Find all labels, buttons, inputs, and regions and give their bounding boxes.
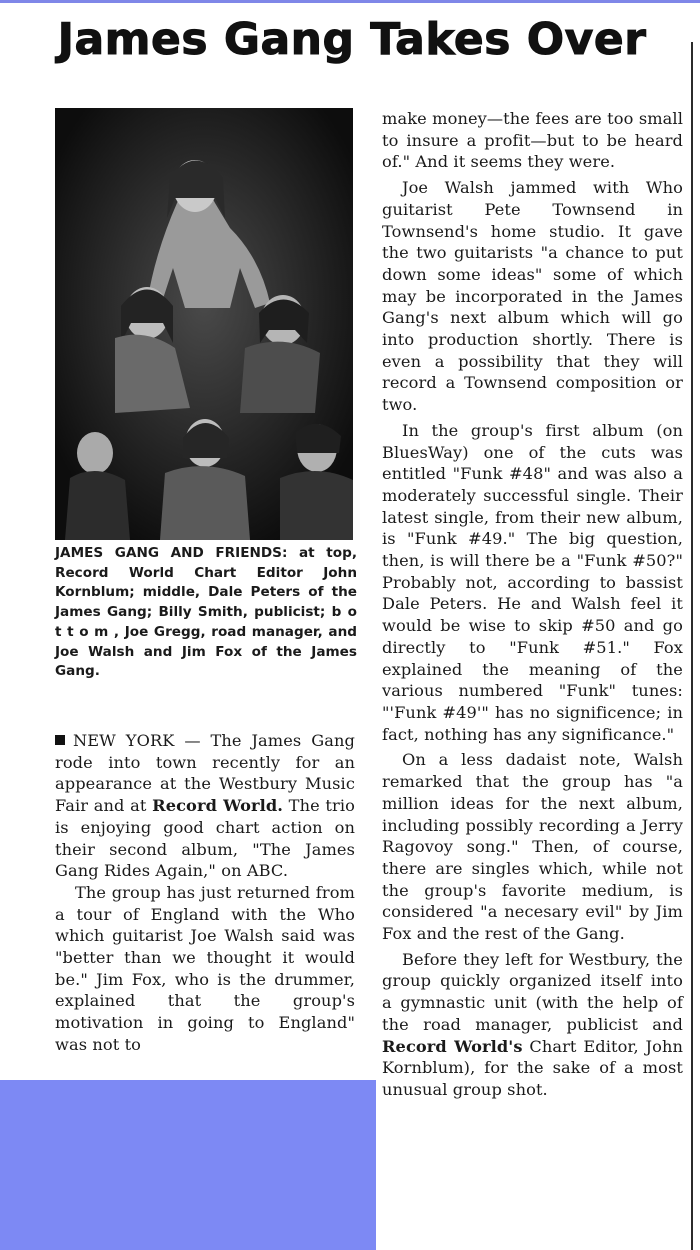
article-column-right xyxy=(382,108,683,1105)
column-rule xyxy=(691,42,693,1250)
article-paragraph-1 xyxy=(55,730,355,882)
article-paragraph-2-continued: make money—the fees are too small to insure a profit—but to be heard of." And it seems they were. xyxy=(382,109,683,172)
top-rule xyxy=(0,0,700,3)
dateline: NEW YORK xyxy=(73,731,175,750)
caption-text: at top, Record World Chart Editor John Kornblum; middle, Dale Peters of the James Gang; Billy Smith, publicist; b o t t o m , Joe Gregg, road manager, and Joe Walsh and Jim Fox of the James Gang. xyxy=(55,545,357,680)
group-photo-illustration xyxy=(55,108,353,540)
article-column-left xyxy=(55,730,355,1056)
article-text: — The James Gang rode into town recently for an appearance at the Westbury Music Fair and at xyxy=(55,731,355,816)
article-text: The trio is enjoying good chart action on their second album, "The James Gang Rides Again," on ABC. xyxy=(55,796,355,881)
article-paragraph-6 xyxy=(382,949,683,1101)
blank-region xyxy=(0,1080,376,1250)
publication-name: Record World's xyxy=(382,1036,523,1056)
bullet-square-icon xyxy=(55,735,65,745)
caption-lead: JAMES GANG AND FRIENDS: xyxy=(55,545,288,561)
article-paragraph-2: The group has just returned from a tour of England with the Who which guitarist Joe Walsh said was "better than we thought it would be." Jim Fox, who is the drummer, explained that the group's motivation in going to England" was not to xyxy=(55,882,355,1054)
article-paragraph-5: On a less dadaist note, Walsh remarked that the group has "a million ideas for the next album, including possibly recording a Jerry Ragovoy song." Then, of course, there are singles which, while not the group's favorite medium, is considered "a necesary evil" by Jim Fox and the rest of the Gang. xyxy=(382,750,683,944)
photo-caption xyxy=(55,544,357,682)
article-text: Before they left for Westbury, the group quickly organized itself into a gymnastic unit (with the help of the road manager, publicist and xyxy=(382,949,683,1034)
headline: James Gang Takes Over xyxy=(57,14,647,65)
article-paragraph-4: In the group's first album (on BluesWay) one of the cuts was entitled "Funk #48" and was also a moderately successful single. Their latest single, from their new album, is "Funk #49." The big question, then, is will there be a "Funk #50?" Probably not, according to bassist Dale Peters. He and Walsh feel it would be wise to skip #50 and go directly to "Funk #51." Fox explained the meaning of the various numbered "Funk" tunes: "'Funk #49'" has no significence; in fact, nothing has any significance." xyxy=(382,420,683,744)
article-text: Chart Editor, John Kornblum), for the sake of a most unusual group shot. xyxy=(382,1036,683,1099)
group-photo xyxy=(55,108,353,540)
publication-name: Record World. xyxy=(152,796,284,816)
article-paragraph-3: Joe Walsh jammed with Who guitarist Pete Townsend in Townsend's home studio. It gave the two guitarists "a chance to put down some ideas" some of which may be incorporated in the James Gang's next album which will go into production shortly. There is even a possibility that they will record a Townsend composition or two. xyxy=(382,178,683,415)
